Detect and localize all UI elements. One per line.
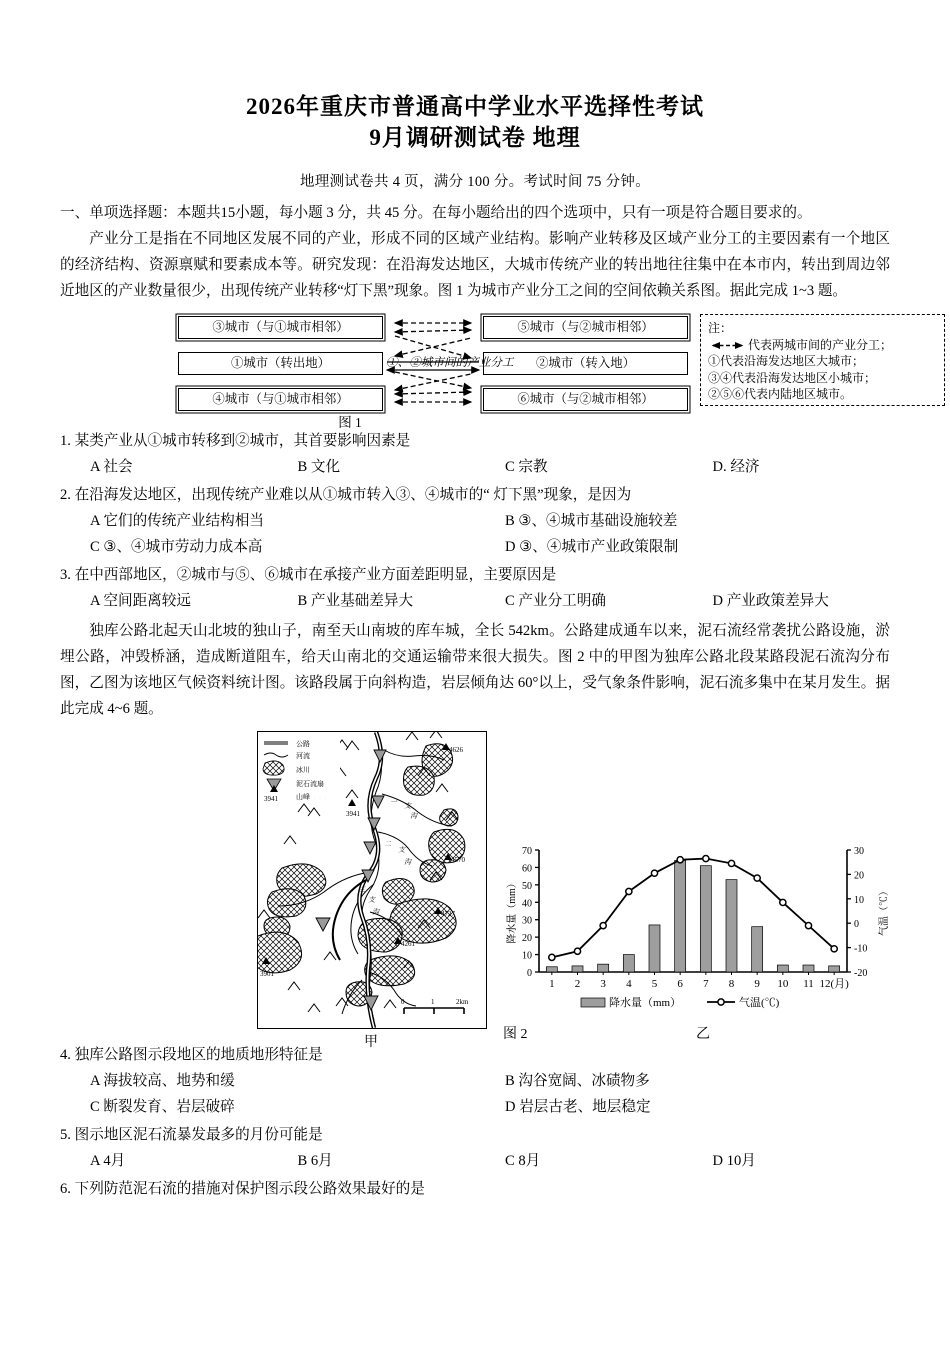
option-d[interactable]: D 10月 — [712, 1153, 756, 1169]
x-tick-label: 4 — [626, 978, 632, 990]
peak-label-4727: 4727 — [441, 910, 455, 918]
scale-tick-2: 2km — [456, 998, 469, 1006]
question-3-options — [60, 588, 890, 614]
option-c[interactable]: C 8月 — [505, 1153, 541, 1169]
exam-title-line2: 9月调研测试卷 地理 — [369, 125, 581, 150]
legend-item-arrow — [708, 337, 937, 354]
svg-text:沟: 沟 — [372, 908, 379, 916]
question-6 — [60, 1176, 890, 1202]
fig1-box-city6: ⑥城市（与②城市相邻） — [483, 388, 688, 411]
bar — [777, 965, 788, 972]
x-tick-label: 11 — [803, 978, 814, 990]
line-marker — [677, 857, 683, 863]
legend-item-3: ②⑤⑥代表内陆地区城市。 — [708, 387, 853, 401]
map-legend-label-fan: 泥石流扇 — [296, 780, 324, 788]
option-d[interactable]: D. 经济 — [712, 459, 760, 475]
x-tick-label: 3 — [600, 978, 606, 990]
option-c[interactable]: C 宗教 — [505, 459, 548, 475]
y2-tick-label: -20 — [854, 968, 868, 979]
page-header — [0, 0, 950, 154]
option-a[interactable]: A 空间距离较远 — [90, 593, 191, 609]
scale-tick-0: 0 — [401, 998, 405, 1006]
x-tick-label: 1 — [549, 978, 555, 990]
y-tick-label: 10 — [522, 950, 532, 962]
map-caption: 甲 — [364, 1035, 378, 1050]
line-marker — [831, 946, 837, 952]
y2-tick-label: 20 — [854, 870, 864, 882]
bar — [829, 966, 840, 972]
section1-heading: 一、单项选择题：本题共15小题，每小题 3 分，共 45 分。在每小题给出的四个选项中，只有一项是符合题目要求的。 — [60, 205, 812, 221]
figure1-legend — [700, 314, 945, 406]
map-svg — [258, 732, 486, 1028]
x-tick-label: 7 — [703, 978, 709, 990]
option-a[interactable]: A 社会 — [90, 459, 133, 475]
exam-title-line1: 2026年重庆市普通高中学业水平选择性考试 — [246, 94, 704, 119]
map-legend-peak-value: 3941 — [264, 795, 278, 803]
bar — [623, 955, 634, 972]
option-c[interactable]: C 产业分工明确 — [505, 593, 606, 609]
y-tick-label: 20 — [522, 933, 532, 945]
question-1-stem: 1. 某类产业从①城市转移到②城市，其首要影响因素是 — [60, 433, 411, 449]
x-tick-label: 12(月) — [819, 978, 849, 990]
option-b[interactable]: B 文化 — [297, 459, 341, 475]
y-tick-label: 40 — [522, 898, 532, 910]
figure2-label: 图 2 — [503, 1027, 528, 1042]
question-6-stem: 6. 下列防范泥石流的措施对保护图示段公路效果最好的是 — [60, 1181, 425, 1197]
line-marker — [703, 855, 709, 861]
y-tick-label: 50 — [522, 880, 532, 892]
legend-item-1: ①代表沿海发达地区大城市； — [708, 354, 865, 368]
option-d[interactable]: D 产业政策差异大 — [712, 593, 829, 609]
y2-tick-label: 10 — [854, 894, 864, 906]
bar — [803, 965, 814, 972]
line-marker — [651, 870, 657, 876]
option-a[interactable]: A 海拔较高、地势和缓 — [90, 1073, 235, 1089]
question-2 — [60, 482, 890, 560]
question-2-options-row1 — [60, 508, 890, 534]
map-legend-label-peak: 山峰 — [296, 793, 310, 801]
option-b[interactable]: B ③、④城市基础设施较差 — [505, 513, 678, 529]
fig1-box-city2: ②城市（转入地） — [483, 352, 688, 375]
figure-2 — [60, 730, 890, 1050]
svg-text:一: 一 — [390, 798, 397, 806]
svg-text:支: 支 — [404, 802, 411, 810]
question-5-options — [60, 1148, 890, 1174]
bar — [675, 860, 686, 972]
line-marker — [780, 899, 786, 905]
bar — [726, 880, 737, 972]
map-scale-bar — [401, 998, 469, 1014]
peak-label-3941: 3941 — [346, 810, 360, 818]
bar — [598, 964, 609, 972]
question-4-options-row1 — [60, 1068, 890, 1094]
x-tick-label: 2 — [574, 978, 581, 990]
bar — [700, 866, 711, 972]
legend-label-precipitation: 降水量（mm） — [609, 997, 682, 1009]
y2-axis-title: 气温（℃） — [879, 886, 890, 936]
y2-tick-label: 0 — [854, 919, 859, 931]
legend-arrow-text: 代表两城市间的产业分工； — [748, 337, 893, 352]
question-3-stem: 3. 在中西部地区，②城市与⑤、⑥城市在承接产业方面差距明显，主要原因是 — [60, 567, 557, 583]
figure-1 — [60, 314, 893, 430]
question-2-stem: 2. 在沿海发达地区，出现传统产业难以从①城市转入③、④城市的“ 灯下黑”现象，是因为 — [60, 487, 632, 503]
fig1-middle-label: ①、②城市间的产业分工 — [386, 356, 514, 369]
chart-caption: 乙 — [696, 1027, 710, 1042]
question-5-stem: 5. 图示地区泥石流暴发最多的月份可能是 — [60, 1127, 323, 1143]
peak-label-3901: 3901 — [260, 970, 274, 978]
question-2-options-row2 — [60, 534, 890, 560]
line-marker — [600, 923, 606, 929]
fig1-box-city3: ③城市（与①城市相邻） — [178, 316, 383, 339]
y2-tick-label: -10 — [854, 943, 868, 955]
svg-text:沟: 沟 — [410, 812, 417, 820]
x-tick-label: 9 — [754, 978, 760, 990]
option-d[interactable]: D ③、④城市产业政策限制 — [505, 539, 679, 555]
y-axis-title: 降水量（mm） — [507, 878, 518, 944]
option-b[interactable]: B 6月 — [297, 1153, 333, 1169]
figure2-map — [257, 731, 487, 1029]
y2-tick-label: 30 — [854, 846, 864, 857]
map-legend-label-river: 河流 — [296, 752, 310, 760]
line-marker — [728, 860, 734, 866]
double-arrow-icon — [708, 341, 748, 350]
bar — [752, 927, 763, 972]
y-tick-label: 30 — [522, 915, 532, 927]
svg-text:沟: 沟 — [404, 858, 411, 866]
question-4-stem: 4. 独库公路图示段地区的地质地形特征是 — [60, 1047, 323, 1063]
line-marker — [754, 875, 760, 881]
figure2-climate-chart — [503, 842, 903, 1017]
y-tick-label: 0 — [527, 968, 532, 979]
legend-item-2: ③④代表沿海发达地区小城市； — [708, 370, 877, 385]
map-legend-label-road: 公路 — [296, 740, 310, 748]
fig1-box-city1: ①城市（转出地） — [178, 352, 383, 375]
bar — [546, 967, 557, 972]
fig1-box-city4: ④城市（与①城市相邻） — [178, 388, 383, 411]
peak-label-4261: 4261 — [401, 940, 415, 948]
glacier-areas-left — [258, 864, 326, 973]
climate-chart-svg — [503, 842, 903, 1017]
question-3 — [60, 562, 890, 614]
legend-marker-temperature — [718, 999, 724, 1005]
bar — [649, 925, 660, 972]
figure1-caption-row — [60, 410, 890, 436]
option-b[interactable]: B 沟谷宽阔、冰碛物多 — [505, 1073, 650, 1089]
legend-title: 注： — [708, 321, 733, 335]
fig1-box-city5: ⑤城市（与②城市相邻） — [483, 316, 688, 339]
svg-text:支: 支 — [398, 846, 405, 854]
map-legend — [262, 736, 340, 803]
line-marker — [626, 888, 632, 894]
legend-swatch-precipitation — [581, 998, 605, 1007]
temperature-line — [552, 859, 834, 958]
option-b[interactable]: B 产业基础差异大 — [297, 593, 414, 609]
question-1-options — [60, 454, 890, 480]
question-5 — [60, 1122, 890, 1174]
x-tick-label: 10 — [777, 978, 789, 990]
x-tick-label: 6 — [677, 978, 683, 990]
svg-text:支: 支 — [368, 896, 375, 904]
passage-1: 产业分工是指在不同地区发展不同的产业，形成不同的区域产业结构。影响产业转移及区域产业分工的主要因素有一个地区的经济结构、资源禀赋和要素成本等。研究发现：在沿海发达地区，大城市传统产业的转出地往往集中在本市内，转出到周边邻近地区的产业数量很少，出现传统产业转移“灯下黑”现象。图 1 为城市产业分工之间的空间依赖关系图。据此完成 1~3 题。 — [60, 231, 890, 299]
exam-subtitle: 地理测试卷共 4 页，满分 100 分。考试时间 75 分钟。 — [299, 174, 651, 190]
line-marker — [549, 954, 555, 960]
legend-label-temperature: 气温(℃) — [739, 997, 780, 1009]
y-tick-label: 60 — [522, 863, 532, 875]
svg-text:三: 三 — [358, 886, 365, 894]
option-c[interactable]: C 断裂发育、岩层破碎 — [90, 1099, 235, 1115]
figure1-caption: 图 1 — [338, 415, 362, 430]
x-tick-label: 5 — [651, 978, 658, 990]
peak-label-4570: 4570 — [451, 856, 465, 864]
map-legend-label-glacier: 冰川 — [296, 766, 310, 774]
line-marker — [805, 923, 811, 929]
peak-label-4626: 4626 — [449, 746, 463, 754]
x-tick-label: 8 — [728, 978, 735, 990]
option-a[interactable]: A 4月 — [90, 1153, 126, 1169]
svg-text:二: 二 — [384, 840, 391, 848]
passage-2: 独库公路北起天山北坡的独山子，南至天山南坡的库车城，全长 542km。公路建成通车以来，泥石流经常袭扰公路设施，淤埋公路，冲毁桥涵，造成断道阻车，给天山南北的交通运输带来很大损失。图 2 中的甲图为独库公路北段某路段泥石流沟分布图，乙图为该地区气候资料统计图。该路段属于向斜构造，岩层倾角达 60°以上，受气象条件影响，泥石流多集中在某月发生。据此完成 4~6 题。 — [60, 623, 890, 717]
option-d[interactable]: D 岩层古老、地层稳定 — [505, 1099, 651, 1115]
scale-tick-1: 1 — [431, 998, 435, 1006]
y-tick-label: 70 — [522, 846, 532, 857]
option-c[interactable]: C ③、④城市劳动力成本高 — [90, 539, 263, 555]
question-4-options-row2 — [60, 1094, 890, 1120]
bar — [572, 966, 583, 972]
exam-body — [60, 200, 893, 1202]
line-marker — [574, 948, 580, 954]
figure1-diagram — [178, 314, 688, 409]
option-a[interactable]: A 它们的传统产业结构相当 — [90, 513, 264, 529]
